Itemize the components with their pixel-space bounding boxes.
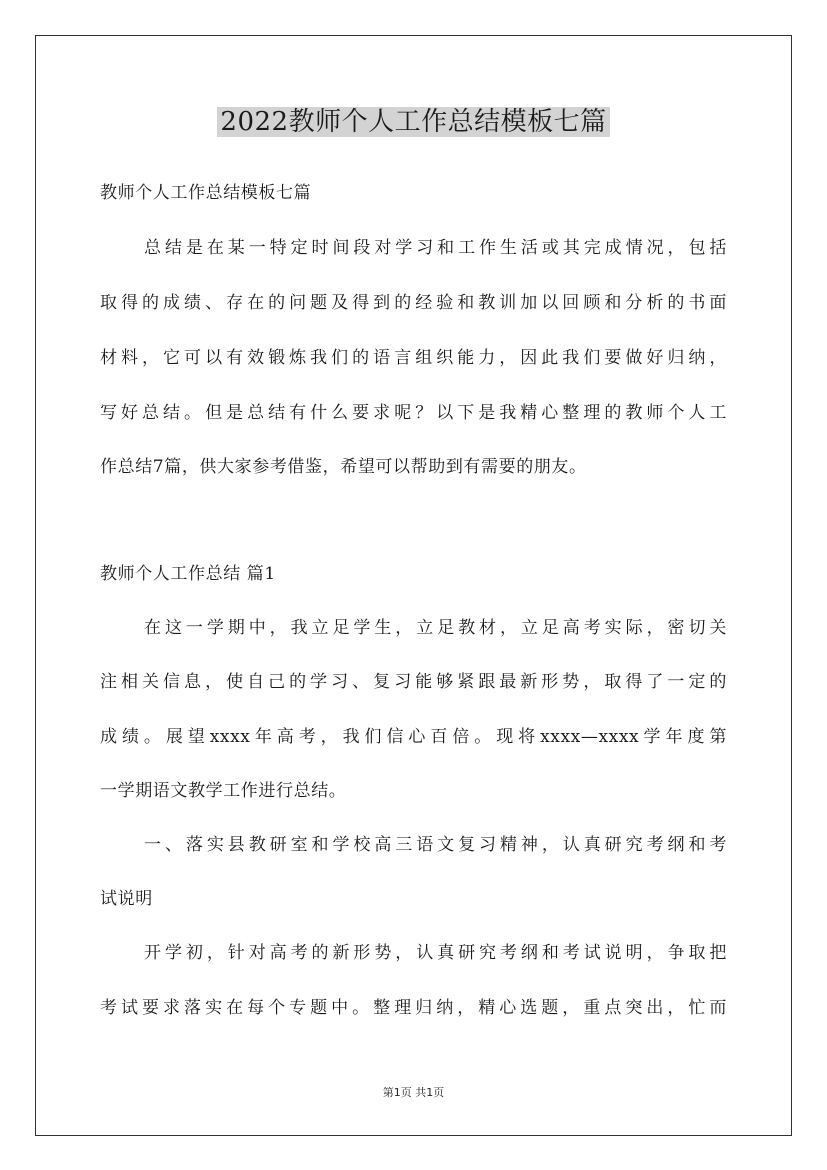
intro-line: 作总结7篇，供大家参考借鉴，希望可以帮助到有需要的朋友。	[100, 457, 587, 477]
section-heading: 教师个人工作总结 篇1	[100, 564, 276, 584]
section-paragraph-line: 一学期语文教学工作进行总结。	[100, 781, 347, 801]
intro-line: 取得的成绩、存在的问题及得到的经验和教训加以回顾和分析的书面	[100, 293, 727, 313]
section-paragraph-line: 考试要求落实在每个专题中。整理归纳，精心选题，重点突出，忙而	[100, 998, 727, 1018]
intro-line: 写好总结。但是总结有什么要求呢？以下是我精心整理的教师个人工	[100, 403, 727, 423]
intro-line: 总结是在某一特定时间段对学习和工作生活或其完成情况，包括	[144, 238, 727, 258]
document-title: 2022教师个人工作总结模板七篇	[217, 107, 609, 137]
document-title-wrapper	[0, 100, 827, 144]
document-subtitle: 教师个人工作总结模板七篇	[100, 183, 312, 203]
page-footer: 第1页 共1页	[382, 1086, 445, 1099]
section-paragraph-line: 在这一学期中，我立足学生，立足教材，立足高考实际，密切关	[144, 618, 727, 638]
intro-line: 材料，它可以有效锻炼我们的语言组织能力，因此我们要做好归纳，	[100, 348, 727, 368]
section-paragraph-line: 成绩。展望xxxx年高考，我们信心百倍。现将xxxx—xxxx学年度第	[100, 727, 727, 747]
subheading-line: 试说明	[100, 889, 153, 909]
subheading-line: 一、落实县教研室和学校高三语文复习精神，认真研究考纲和考	[144, 835, 727, 855]
section-paragraph-line: 开学初，针对高考的新形势，认真研究考纲和考试说明，争取把	[144, 943, 727, 963]
section-paragraph-line: 注相关信息，使自己的学习、复习能够紧跟最新形势，取得了一定的	[100, 672, 727, 692]
